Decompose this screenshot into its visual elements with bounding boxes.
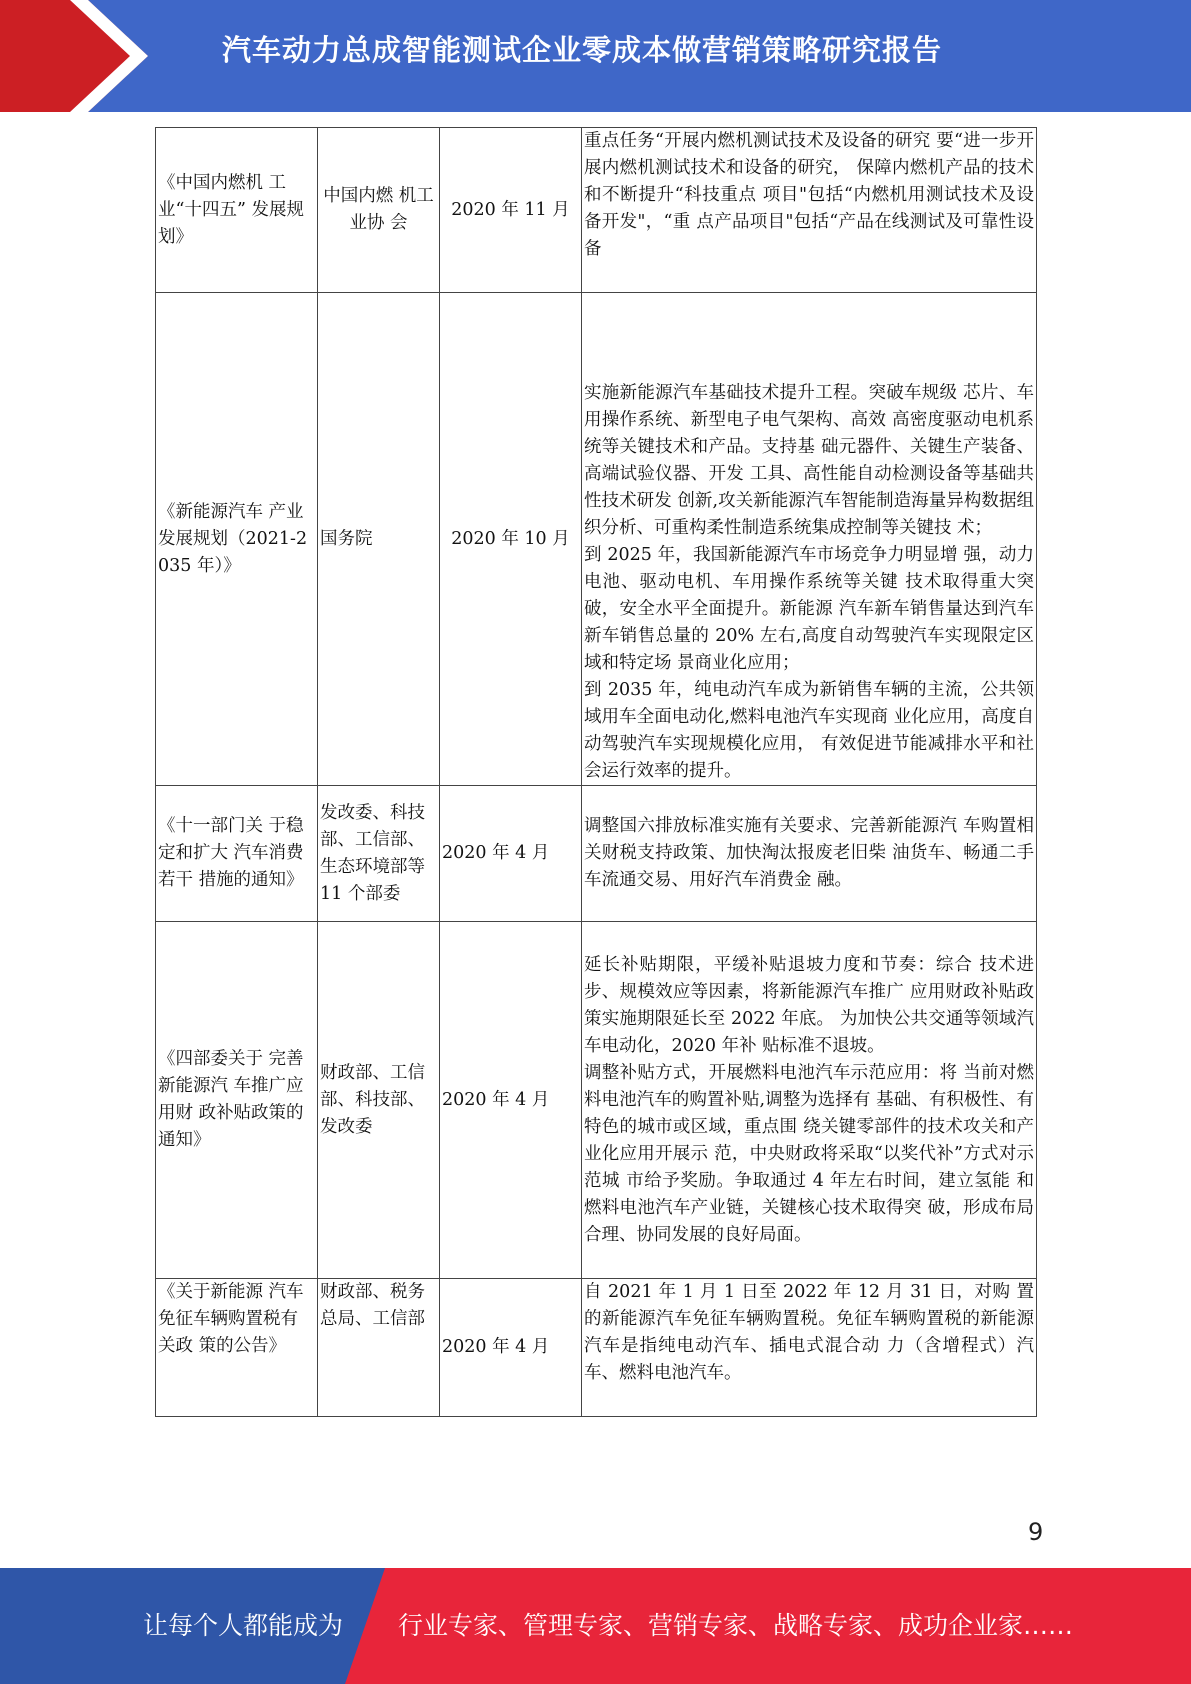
table-row xyxy=(156,1279,1037,1417)
date-cell: 2020 年 10 月 xyxy=(440,293,582,786)
policy-name-cell: 《中国内燃机 工业“十四五” 发展规划》 xyxy=(156,128,318,293)
policy-name-cell: 《关于新能源 汽车免征车辆购置税有关政 策的公告》 xyxy=(156,1279,318,1417)
table-row xyxy=(156,922,1037,1279)
page-number: 9 xyxy=(1028,1518,1044,1546)
policy-name-cell: 《新能源汽车 产业发展规划（2021-2035 年）》 xyxy=(156,293,318,786)
issuer-cell: 财政部、工信部、科技部、发改委 xyxy=(318,922,440,1279)
issuer-cell: 国务院 xyxy=(318,293,440,786)
policy-name-cell: 《四部委关于 完善新能源汽 车推广应用财 政补贴政策的 通知》 xyxy=(156,922,318,1279)
content-cell: 实施新能源汽车基础技术提升工程。突破车规级 芯片、车用操作系统、新型电子电气架构、高效 高密度驱动电机系统等关键技术和产品。支持基 础元器件、关键生产装备、高端试验仪器、开发 工具、高性能自动检测设备等基础共性技术研发 创新,攻关新能源汽车智能制造海量异构数据组 织分析、可重构柔性制造系统集成控制等关键技 术； 到 2025 年，我国新能源汽车市场竞争力明显增 强，动力电池、驱动电机、车用操作系统等关键 技术取得重大突破，安全水平全面提升。新能源 汽车新车销售量达到汽车新车销售总量的 20% 左右,高度自动驾驶汽车实现限定区域和特定场 景商业化应用； 到 2035 年，纯电动汽车成为新销售车辆的主流，公共领域用车全面电动化,燃料电池汽车实现商 业化应用，高度自动驾驶汽车实现规模化应用， 有效促进节能减排水平和社会运行效率的提升。 xyxy=(582,293,1037,786)
issuer-cell: 发改委、科技部、工信部、生态环境部等 11 个部委 xyxy=(318,786,440,922)
issuer-cell: 中国内燃 机工业协 会 xyxy=(318,128,440,293)
date-cell: 2020 年 4 月 xyxy=(440,922,582,1279)
policy-name-cell: 《十一部门关 于稳定和扩大 汽车消费若干 措施的通知》 xyxy=(156,786,318,922)
policy-table xyxy=(155,127,1037,1417)
page-header xyxy=(0,0,1191,112)
table-row xyxy=(156,128,1037,293)
report-title: 汽车动力总成智能测试企业零成本做营销策略研究报告 xyxy=(222,33,943,67)
header-arrow-graphic xyxy=(0,0,160,112)
content-cell: 延长补贴期限，平缓补贴退坡力度和节奏：综合 技术进步、规模效应等因素，将新能源汽车推广 应用财政补贴政策实施期限延长至 2022 年底。 为加快公共交通等领域汽车电动化，2020 年补 贴标准不退坡。 调整补贴方式，开展燃料电池汽车示范应用：将 当前对燃料电池汽车的购置补贴,调整为选择有 基础、有积极性、有特色的城市或区域，重点围 绕关键零部件的技术攻关和产业化应用开展示 范，中央财政将采取“以奖代补”方式对示范城 市给予奖励。争取通过 4 年左右时间，建立氢能 和燃料电池汽车产业链，关键核心技术取得突 破，形成布局合理、协同发展的良好局面。 xyxy=(582,922,1037,1279)
issuer-cell: 财政部、税务总局、工信部 xyxy=(318,1279,440,1417)
content-cell: 重点任务“开展内燃机测试技术及设备的研究 要“进一步开展内燃机测试技术和设备的研究， 保障内燃机产品的技术和不断提升“科技重点 项目"包括“内燃机用测试技术及设备开发"，“重 点产品项目"包括“产品在线测试及可靠性设 备 xyxy=(582,128,1037,293)
table-row xyxy=(156,293,1037,786)
content-cell: 调整国六排放标准实施有关要求、完善新能源汽 车购置相关财税支持政策、加快淘汰报废老旧柴 油货车、畅通二手车流通交易、用好汽车消费金 融。 xyxy=(582,786,1037,922)
date-cell: 2020 年 4 月 xyxy=(440,786,582,922)
footer-slogan-left: 让每个人都能成为 xyxy=(143,1611,344,1640)
page-footer xyxy=(0,1568,1191,1684)
footer-slogan-right: 行业专家、管理专家、营销专家、战略专家、成功企业家…… xyxy=(398,1611,1074,1640)
table-row xyxy=(156,786,1037,922)
date-cell: 2020 年 4 月 xyxy=(440,1279,582,1417)
date-cell: 2020 年 11 月 xyxy=(440,128,582,293)
content-cell: 自 2021 年 1 月 1 日至 2022 年 12 月 31 日，对购 置的新能源汽车免征车辆购置税。免征车辆购置税的新能源汽车是指纯电动汽车、插电式混合动 力（含增程式）汽车、燃料电池汽车。 xyxy=(582,1279,1037,1417)
